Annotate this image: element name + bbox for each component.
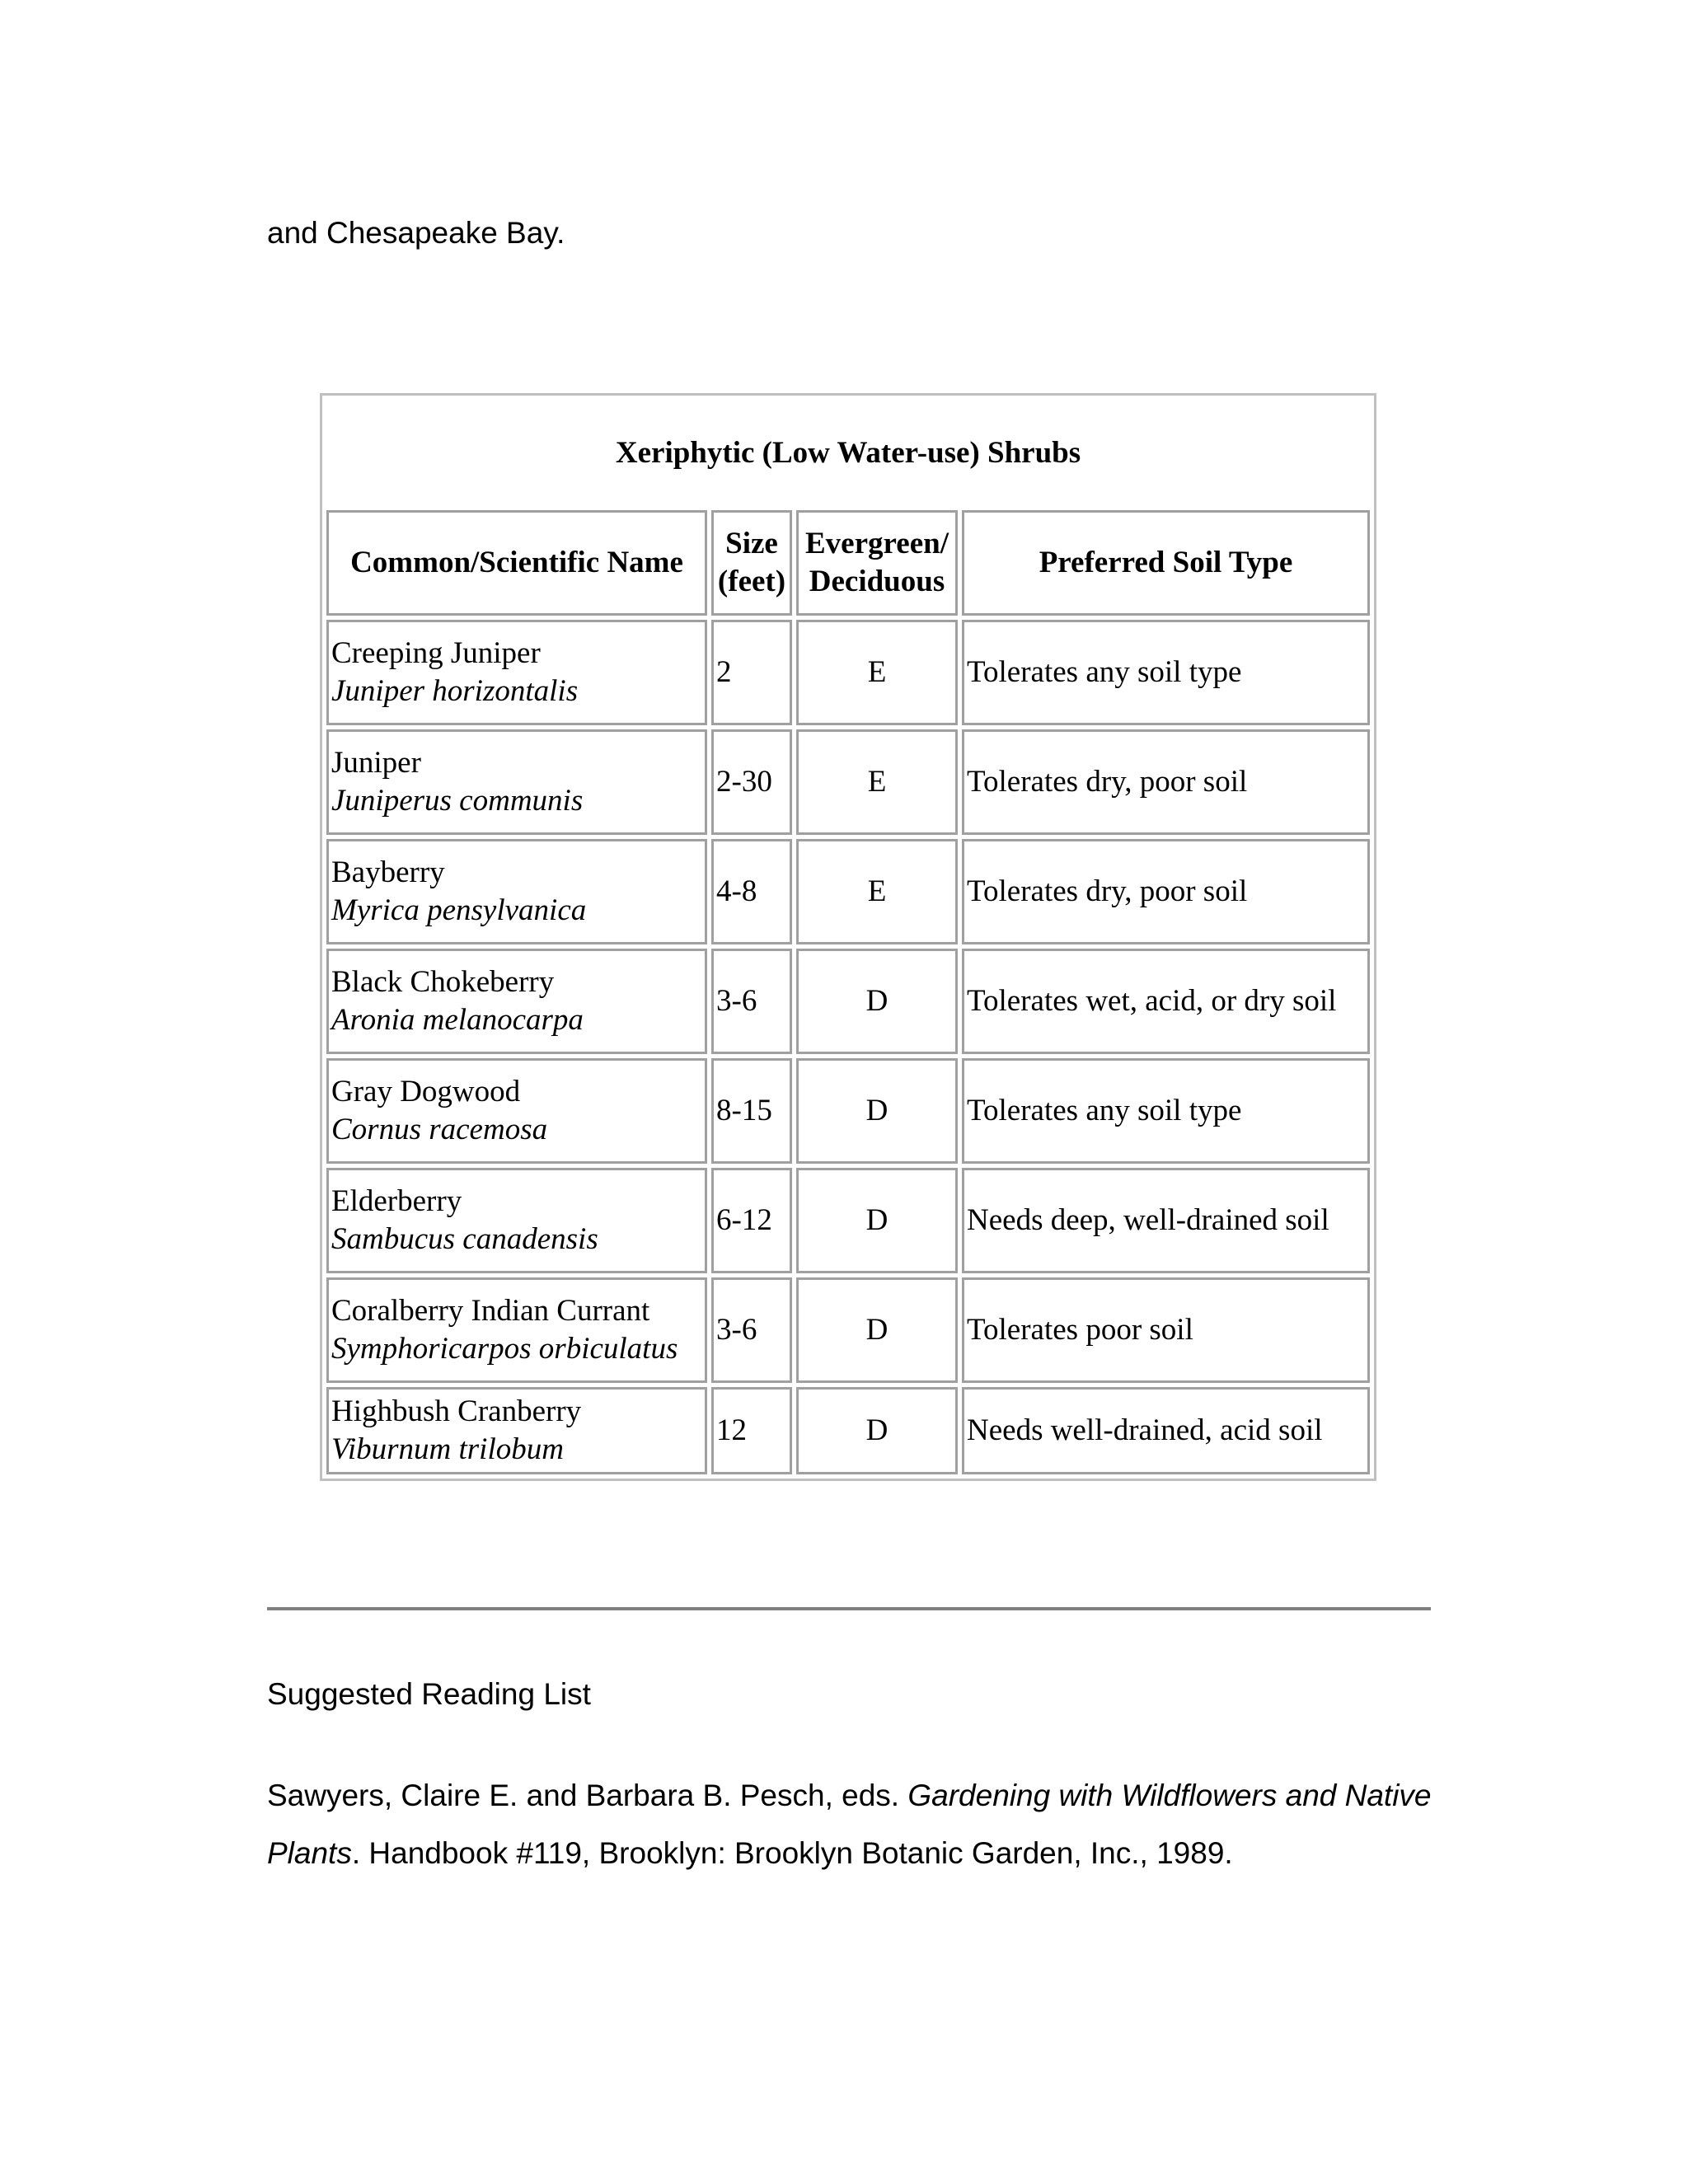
common-name: Bayberry (331, 855, 445, 889)
common-name: Juniper (331, 746, 421, 780)
citation-authors: Sawyers, Claire E. and Barbara B. Pesch, eds. (267, 1779, 908, 1812)
header-habit-line2: Deciduous (809, 565, 945, 598)
table-row (326, 839, 1370, 944)
common-name: Elderberry (331, 1184, 462, 1218)
header-size-line1: Size (725, 527, 778, 560)
name-cell (326, 1168, 707, 1273)
scientific-name: Juniper horizontalis (331, 674, 579, 708)
size-cell: 6-12 (711, 1168, 792, 1273)
habit-cell: D (796, 1277, 958, 1383)
name-cell (326, 1277, 707, 1383)
soil-cell: Tolerates dry, poor soil (962, 839, 1370, 944)
table-caption: Xeriphytic (Low Water-use) Shrubs (615, 436, 1081, 470)
scientific-name: Cornus racemosa (331, 1113, 548, 1146)
scientific-name: Juniperus communis (331, 784, 584, 818)
table-row (326, 949, 1370, 1054)
common-name: Creeping Juniper (331, 636, 541, 670)
table-row (326, 1168, 1370, 1273)
horizontal-rule (267, 1607, 1431, 1610)
common-name: Highbush Cranberry (331, 1394, 582, 1428)
table-header-row (326, 510, 1370, 616)
intro-text: and Chesapeake Bay. (267, 216, 565, 250)
soil-cell: Tolerates poor soil (962, 1277, 1370, 1383)
scientific-name: Symphoricarpos orbiculatus (331, 1332, 678, 1366)
common-name: Black Chokeberry (331, 965, 555, 999)
scientific-name: Viburnum trilobum (331, 1432, 564, 1466)
table-row (326, 1058, 1370, 1164)
scientific-name: Aronia melanocarpa (331, 1003, 584, 1037)
size-cell: 8-15 (711, 1058, 792, 1164)
name-cell (326, 1058, 707, 1164)
soil-cell: Tolerates wet, acid, or dry soil (962, 949, 1370, 1054)
name-cell (326, 839, 707, 944)
habit-cell: D (796, 1387, 958, 1474)
name-cell (326, 1387, 707, 1474)
common-name: Coralberry Indian Currant (331, 1294, 650, 1328)
habit-cell: E (796, 620, 958, 725)
habit-cell: E (796, 839, 958, 944)
soil-cell: Needs deep, well-drained soil (962, 1168, 1370, 1273)
size-cell: 2-30 (711, 729, 792, 835)
soil-cell: Tolerates any soil type (962, 620, 1370, 725)
size-cell: 3-6 (711, 1277, 792, 1383)
table-row (326, 1277, 1370, 1383)
name-cell (326, 949, 707, 1054)
soil-cell: Needs well-drained, acid soil (962, 1387, 1370, 1474)
table-row (326, 620, 1370, 725)
citation (267, 1767, 1454, 1882)
citation-details: . Handbook #119, Brooklyn: Brooklyn Botanic Garden, Inc., 1989. (351, 1836, 1233, 1870)
size-cell: 12 (711, 1387, 792, 1474)
name-cell (326, 620, 707, 725)
habit-cell: D (796, 949, 958, 1054)
header-habit-line1: Evergreen/ (805, 527, 949, 560)
scientific-name: Sambucus canadensis (331, 1222, 598, 1256)
soil-cell: Tolerates any soil type (962, 1058, 1370, 1164)
header-size-line2: (feet) (717, 565, 786, 598)
header-name: Common/Scientific Name (326, 510, 707, 616)
habit-cell: E (796, 729, 958, 835)
header-soil: Preferred Soil Type (962, 510, 1370, 616)
common-name: Gray Dogwood (331, 1075, 521, 1108)
size-cell: 4-8 (711, 839, 792, 944)
habit-cell: D (796, 1058, 958, 1164)
shrubs-table (320, 393, 1376, 1481)
reading-list-heading: Suggested Reading List (267, 1677, 591, 1711)
citation-title: Gardening with Wildflowers and Native Plants (267, 1779, 1432, 1870)
habit-cell: D (796, 1168, 958, 1273)
header-habit (796, 510, 958, 616)
size-cell: 3-6 (711, 949, 792, 1054)
table-row (326, 729, 1370, 835)
size-cell: 2 (711, 620, 792, 725)
header-size (711, 510, 792, 616)
scientific-name: Myrica pensylvanica (331, 893, 587, 927)
name-cell (326, 729, 707, 835)
soil-cell: Tolerates dry, poor soil (962, 729, 1370, 835)
table-row (326, 1387, 1370, 1474)
